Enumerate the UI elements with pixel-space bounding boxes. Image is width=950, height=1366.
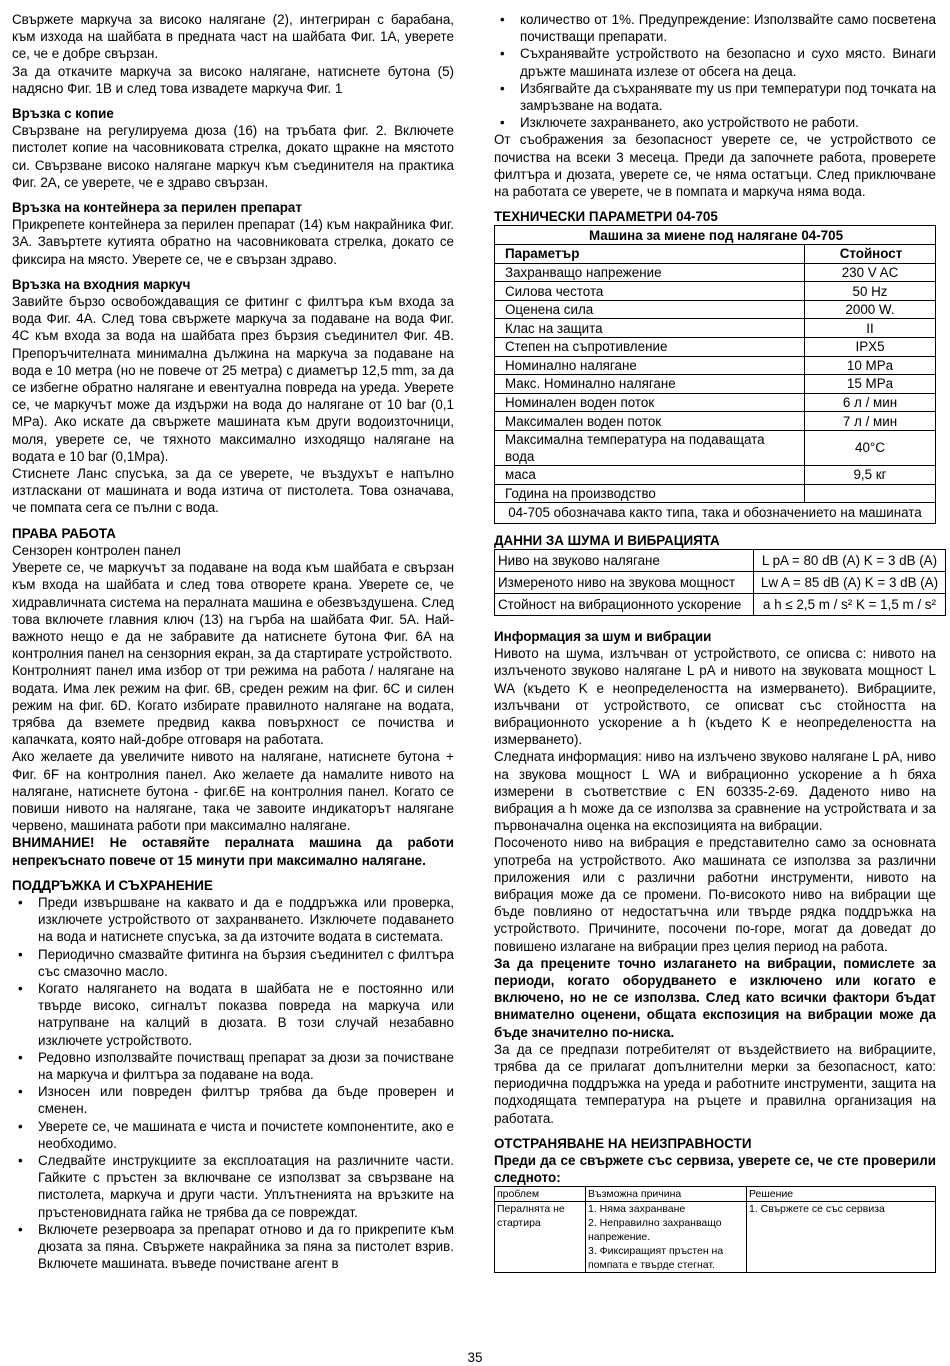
list-item: • Когато налягането на водата в шайбата не е постоянно или твърде високо, сигналът показва повреда на маркуча или натрупване на калций в дюзата. В този случай незабавно изключете устройството. xyxy=(38,980,454,1049)
section-heading: Информация за шум и вибрации xyxy=(494,628,712,644)
table-row xyxy=(495,465,936,484)
column-header: Решение xyxy=(747,1187,936,1202)
table-cell: Номинален воден поток xyxy=(495,393,805,412)
table-cell: L pA = 80 dB (A) K = 3 dB (A) xyxy=(754,549,946,571)
section-heading: ОТСТРАНЯВАНЕ НА НЕИЗПРАВНОСТИ xyxy=(494,1135,752,1151)
bold-paragraph: Преди да се свържете със сервиза, уверете се, че сте проверили следното: xyxy=(494,1153,936,1186)
column-header: Стойност xyxy=(805,245,936,264)
table-row xyxy=(495,356,936,375)
section-heading: Връзка с копие xyxy=(12,106,114,122)
paragraph: Следната информация: ниво на излъчено звуково налягане L pA, ниво на звукова мощност L WA и вибрационно ускорение a h бяха измерени в съответствие с EN 60335-2-69. Даденото ниво на вибрация a h може да се използва за сравнение на устройствата и за първоначална оценка на експозицията на вибрации. xyxy=(494,749,936,834)
table-row xyxy=(495,263,936,282)
left-column xyxy=(12,11,454,1272)
table-title-row xyxy=(495,226,936,245)
column-header: Параметър xyxy=(495,245,805,264)
table-cell xyxy=(586,1202,747,1273)
continuation-text: количество от 1%. Предупреждение: Използвайте само посветена почистващи препарати. xyxy=(520,12,936,45)
paragraph: Свържете маркуча за високо налягане (2), интегриран с барабана, към изхода на шайбата в предната част на шайбата Фиг. 1А, уверете се, че е добре свързан. xyxy=(12,12,454,62)
table-cell: Ниво на звуково налягане xyxy=(495,549,754,571)
table-cell: Lw A = 85 dB (A) K = 3 dB (A) xyxy=(754,571,946,593)
warning-text: ВНИМАНИЕ! Не оставяйте пералната машина да работи непрекъснато повече от 15 минути при максимално налягане. xyxy=(12,835,454,868)
column-header: Възможна причина xyxy=(586,1187,747,1202)
table-cell: 6 л / мин xyxy=(805,393,936,412)
table-cell: Година на производство xyxy=(495,484,805,503)
table-cell: Максимална температура на подаващата вода xyxy=(495,430,805,465)
section-heading: ПОДДРЪЖКА И СЪХРАНЕНИЕ xyxy=(12,877,213,893)
table-row xyxy=(495,412,936,431)
table-cell: Измереното ниво на звукова мощност xyxy=(495,571,754,593)
list-item: • Избягвайте да съхранявате my us при температури под точката на замръзване на водата. xyxy=(520,80,936,114)
table-cell: Степен на съпротивление xyxy=(495,338,805,357)
cause-item: 2. Неправилно захранващо напрежение. xyxy=(588,1217,722,1244)
table-row xyxy=(495,484,936,503)
list-item: • Включете резервоара за препарат отново и да го прикрепите към дюзата за пяна. Свържете накрайника за пяна за пистолет взрив. Включете машината. въведе почистване агент в xyxy=(38,1221,454,1273)
paragraph: Стиснете Ланс спусъка, за да се уверете, че въздухът е напълно изтласкани от машината и вода изтича от пистолета. Това означава, че помпата сега се пълни с вода. xyxy=(12,466,454,516)
paragraph: Нивото на шума, излъчван от устройството, се описва с: нивото на излъченото звуково налягане L pA и нивото на звуковата мощност L WA (където K е неопределеността на измерването). Вибрациите, излъчвани от устройството, се описват със стойността на вибрационното ускорение a h (където K е неопределеността на измерването). xyxy=(494,646,936,748)
table-cell: 7 л / мин xyxy=(805,412,936,431)
list-item: • Периодично смазвайте фитинга на бързия съединител с филтъра със смазочно масло. xyxy=(38,946,454,980)
right-column xyxy=(494,11,939,1273)
table-row xyxy=(495,282,936,301)
section-heading: ПРАВА РАБОТА xyxy=(12,525,116,541)
bold-paragraph: За да прецените точно излагането на вибрации, помислете за периоди, когато оборудването е изключено или когато е включено, но не се използва. След като всички фактори бъдат внимателно оценени, общата експозиция на вибрации може да бъде значително по-ниска. xyxy=(494,955,936,1040)
paragraph: Ако желаете да увеличите нивото на налягане, натиснете бутона + Фиг. 6F на контролния панел. Ако желаете да намалите нивото на налягане, натиснете бутона - фиг.6Е на контролния панел. Когато се повиши нивото на налягане, така че завоите индикаторът налягане червено, машината работи при максимално налягане. xyxy=(12,749,454,834)
paragraph: Свързване на регулируема дюза (16) на тръбата фиг. 2. Включете пистолет копие на часовниковата стрелка, докато щракне на мястото си. Свързване високо налягане маркуч към съединителя на практика Фиг. 2А, се уверете, че е здраво свързан. xyxy=(12,123,454,190)
section-heading: Връзка на входния маркуч xyxy=(12,276,191,292)
table-header-row xyxy=(495,1187,936,1202)
section-heading: Връзка на контейнера за перилен препарат xyxy=(12,200,302,216)
table-cell: 9,5 кг xyxy=(805,465,936,484)
table-row xyxy=(495,549,946,571)
table-cell: 40°C xyxy=(805,430,936,465)
table-cell: 10 MPa xyxy=(805,356,936,375)
table-cell: 50 Hz xyxy=(805,282,936,301)
table-title: Машина за миене под налягане 04-705 xyxy=(495,226,936,245)
table-note: 04-705 обозначава както типа, така и обозначението на машината xyxy=(495,503,936,524)
section-heading: ДАННИ ЗА ШУМА И ВИБРАЦИЯТА xyxy=(494,532,720,548)
list-item: • Износен или повреден филтър трябва да бъде проверен и сменен. xyxy=(38,1083,454,1117)
cause-item: 3. Фиксиращият пръстен на помпата е твърде стегнат. xyxy=(588,1245,724,1272)
paragraph: За да се предпази потребителят от въздействието на вибрациите, трябва да се прилагат допълнителни мерки за безопасност, като: периодична поддръжка на уреда и работните инструменти, защита на подходящата температура на ръцете и правилна организация на работата. xyxy=(494,1041,936,1126)
noise-vibration-table xyxy=(494,549,946,616)
table-cell: a h ≤ 2,5 m / s² K = 1,5 m / s² xyxy=(754,593,946,615)
table-cell: Клас на защита xyxy=(495,319,805,338)
list-continuation xyxy=(520,11,936,45)
table-cell: Пералнята не стартира xyxy=(495,1202,586,1273)
list-item: • Следвайте инструкциите за експлоатация на различните части. Гайките с пръстен за включване се използват за свързване на пистолета, маркуча и други части. Уплътненията на връзките на пръстеновидната гайка не трябва да се повреждат. xyxy=(38,1152,454,1221)
table-note-row xyxy=(495,503,936,524)
table-cell: Оценена сила xyxy=(495,300,805,319)
list-item: • Преди извършване на каквато и да е поддръжка или проверка, изключете устройството от захранването. Изключете подаването на вода и натиснете спусъка, за да източите водата в системата. xyxy=(38,894,454,946)
section-heading: ТЕХНИЧЕСКИ ПАРАМЕТРИ 04-705 xyxy=(494,209,718,225)
paragraph: Уверете се, че маркучът за подаване на вода към шайбата е свързан към входа на шайбата и след това отворете крана. Уверете се, че хидравличната система на пералната машина е обезвъздушена. След това включете главния ключ (13) на гърба на шайбата Фиг. 5А. Най-важното нещо е да не забравите да натиснете бутона Фиг. 6А на контролния панел на сензорния екран, за да стартирате устройството. xyxy=(12,560,454,662)
column-header: проблем xyxy=(495,1187,586,1202)
table-cell: 1. Свържете се със сервиза xyxy=(747,1202,936,1273)
list-item: • Редовно използвайте почистващ препарат за дюзи за почистване на маркуча и филтъра за подаване на вода. xyxy=(38,1049,454,1083)
paragraph: За да откачите маркуча за високо налягане, натиснете бутона (5) надясно Фиг. 1В и след това извадете маркуча Фиг. 1 xyxy=(12,63,454,96)
paragraph: От съображения за безопасност уверете се, че устройството се почиства на всеки 3 месеца. Преди да започнете работа, проверете филтъра и дюзата, уверете се, че няма остатъци. След приключване на работата се уверете, че в помпата и маркуча няма вода. xyxy=(494,132,936,200)
cause-item: 1. Няма захранване xyxy=(588,1203,686,1216)
table-cell: 15 MPa xyxy=(805,375,936,394)
paragraph: Прикрепете контейнера за перилен препарат (14) към накрайника Фиг. 3А. Завъртете кутията обратно на часовниковата стрелка, докато се фиксира на място. Уверете се, че е свързан здраво. xyxy=(12,217,454,267)
table-cell: IPX5 xyxy=(805,338,936,357)
table-row xyxy=(495,430,936,465)
table-row xyxy=(495,1202,936,1273)
paragraph: Посоченото ниво на вибрация е представително само за основната употреба на устройството. Ако машината се използва за различни приложения или с различни работни инструменти, нивото на вибрация може да се промени. По-високото ниво на вибрации ще бъде повлияно от недостатъчна или твърде рядка поддръжка на устройството. Причините, посочени по-горе, могат да доведат до повишено излагане на вибрации през целия период на работа. xyxy=(494,835,936,954)
storage-list xyxy=(494,11,936,131)
table-row xyxy=(495,338,936,357)
table-row xyxy=(495,319,936,338)
table-cell: 2000 W. xyxy=(805,300,936,319)
table-cell: Стойност на вибрационното ускорение xyxy=(495,593,754,615)
table-cell: Макс. Номинално налягане xyxy=(495,375,805,394)
paragraph: Контролният панел има избор от три режима на работа / налягане на водата. Има лек режим на фиг. 6В, среден режим на фиг. 6С и силен режим на фиг. 6D. Когато избирате правилното налягане на водата, трябва да вземете предвид каква повърхност се почиства и капачката, която най-добре отговаря на работата. xyxy=(12,663,454,748)
troubleshooting-table xyxy=(494,1186,936,1273)
page-number: 35 xyxy=(467,1350,483,1365)
table-cell: Максимален воден поток xyxy=(495,412,805,431)
paragraph: Завийте бързо освобождаващия се фитинг с филтъра към входа за вода Фиг. 4А. След това свържете маркуча за подаване на вода Фиг. 4С към входа за вода на шайбата през бързия съединител Фиг. 4В. Препоръчителната минимална дължина на маркуча за подаване на вода е 10 метра (но не повече от 25 метра) с диаметър 12,5 mm, за да се избегне обратно налягане и евентуална повреда на уреда. Уверете се, че маркучът може да издържи на вода до налягане от 10 bar (0,1 MPa). Ако искате да свържете машината към други водоизточници, моля, уверете се, че тяхното максимално изходящо налягане на водата е 10 bar (0,1Mpa). xyxy=(12,294,454,464)
table-cell: II xyxy=(805,319,936,338)
list-item: • Уверете се, че машината е чиста и почистете компонентите, ако е необходимо. xyxy=(38,1118,454,1152)
table-row xyxy=(495,300,936,319)
table-cell xyxy=(805,484,936,503)
table-cell: Захранващо напрежение xyxy=(495,263,805,282)
technical-parameters-table xyxy=(494,225,936,523)
list-item: • Изключете захранването, ако устройството не работи. xyxy=(520,114,936,131)
subheading: Сензорен контролен панел xyxy=(12,542,181,558)
table-cell: Силова честота xyxy=(495,282,805,301)
table-cell: маса xyxy=(495,465,805,484)
table-row xyxy=(495,375,936,394)
table-header-row xyxy=(495,245,936,264)
table-row xyxy=(495,593,946,615)
table-cell: Номинално налягане xyxy=(495,356,805,375)
table-row xyxy=(495,571,946,593)
table-row xyxy=(495,393,936,412)
maintenance-list xyxy=(12,894,454,1272)
list-item: • Съхранявайте устройството на безопасно и сухо място. Винаги дръжте машината излезе от обсега на деца. xyxy=(520,45,936,79)
table-cell: 230 V AC xyxy=(805,263,936,282)
